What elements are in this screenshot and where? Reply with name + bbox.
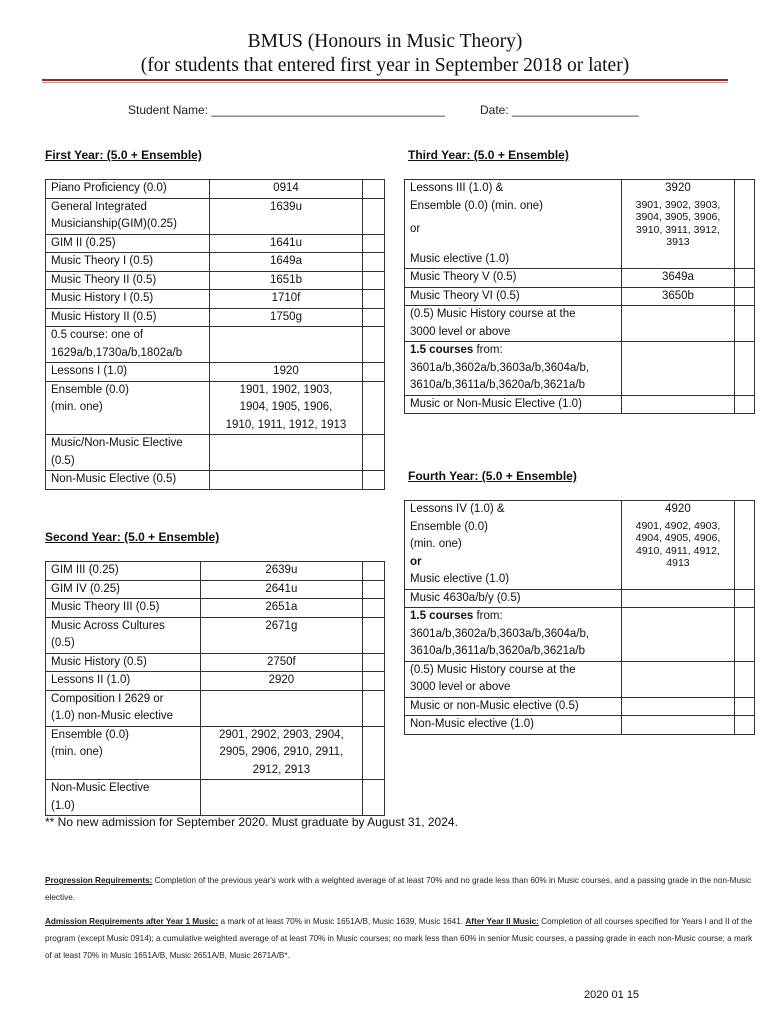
code-cell: 3920 3901, 3902, 3903, 3904, 3905, 3906, 3910, 3911, 3912, 3913 bbox=[621, 180, 734, 269]
course-cell: 0.5 course: one of 1629a/b,1730a/b,1802a/b bbox=[46, 327, 210, 363]
code-cell bbox=[621, 589, 734, 608]
course-cell: Music/Non-Music Elective (0.5) bbox=[46, 435, 210, 471]
page-title: BMUS (Honours in Music Theory) bbox=[247, 31, 523, 52]
check-box[interactable] bbox=[735, 269, 755, 288]
second-year-heading: Second Year: (5.0 + Ensemble) bbox=[45, 530, 220, 544]
course-cell: Ensemble (0.0) (min. one) bbox=[46, 381, 210, 435]
table-row bbox=[405, 608, 755, 662]
course-cell: Piano Proficiency (0.0) bbox=[46, 180, 210, 199]
table-row bbox=[46, 308, 385, 327]
table-row bbox=[46, 672, 385, 691]
table-row bbox=[405, 395, 755, 414]
check-box[interactable] bbox=[363, 726, 385, 780]
code-cell: 1641u bbox=[209, 234, 362, 253]
code-cell: 1651b bbox=[209, 271, 362, 290]
course-cell: Lessons II (1.0) bbox=[46, 672, 201, 691]
check-box[interactable] bbox=[363, 672, 385, 691]
check-box[interactable] bbox=[363, 562, 385, 581]
table-row bbox=[405, 589, 755, 608]
course-cell: General Integrated Musicianship(GIM)(0.25) bbox=[46, 198, 210, 234]
table-row bbox=[405, 306, 755, 342]
table-row bbox=[46, 290, 385, 309]
code-cell: 2651a bbox=[200, 599, 362, 618]
course-cell: Music Theory II (0.5) bbox=[46, 271, 210, 290]
check-box[interactable] bbox=[735, 395, 755, 414]
course-cell: Music Theory VI (0.5) bbox=[405, 287, 622, 306]
code-cell: 2641u bbox=[200, 580, 362, 599]
check-box[interactable] bbox=[735, 180, 755, 269]
course-cell: Music Theory III (0.5) bbox=[46, 599, 201, 618]
course-cell: Music Theory V (0.5) bbox=[405, 269, 622, 288]
table-row bbox=[46, 271, 385, 290]
table-row bbox=[405, 287, 755, 306]
fourth-year-heading: Fourth Year: (5.0 + Ensemble) bbox=[408, 469, 577, 483]
check-box[interactable] bbox=[363, 234, 385, 253]
code-cell: 1901, 1902, 1903, 1904, 1905, 1906, 1910, 1911, 1912, 1913 bbox=[209, 381, 362, 435]
course-cell: Non-Music Elective (1.0) bbox=[46, 780, 201, 816]
admission-note: ** No new admission for September 2020. Must graduate by August 31, 2024. bbox=[45, 815, 458, 829]
fourth-year-table bbox=[404, 500, 755, 735]
check-box[interactable] bbox=[735, 342, 755, 396]
course-cell: 1.5 courses from: 3601a/b,3602a/b,3603a/b,3604a/b, 3610a/b,3611a/b,3620a/b,3621a/b bbox=[405, 342, 622, 396]
check-box[interactable] bbox=[735, 697, 755, 716]
check-box[interactable] bbox=[735, 661, 755, 697]
course-cell: Music Theory I (0.5) bbox=[46, 253, 210, 272]
check-box[interactable] bbox=[363, 363, 385, 382]
table-row bbox=[46, 234, 385, 253]
table-row bbox=[46, 690, 385, 726]
table-row bbox=[46, 435, 385, 471]
course-cell: Music Across Cultures (0.5) bbox=[46, 617, 201, 653]
code-cell: 4920 4901, 4902, 4903, 4904, 4905, 4906, 4910, 4911, 4912, 4913 bbox=[621, 501, 734, 590]
check-box[interactable] bbox=[735, 501, 755, 590]
table-row bbox=[46, 363, 385, 382]
course-cell: 1.5 courses from: 3601a/b,3602a/b,3603a/b,3604a/b, 3610a/b,3611a/b,3620a/b,3621a/b bbox=[405, 608, 622, 662]
code-cell: 1750g bbox=[209, 308, 362, 327]
check-box[interactable] bbox=[363, 653, 385, 672]
table-row bbox=[46, 562, 385, 581]
table-row bbox=[405, 342, 755, 396]
code-cell: 2671g bbox=[200, 617, 362, 653]
table-row bbox=[405, 716, 755, 735]
check-box[interactable] bbox=[363, 599, 385, 618]
table-row bbox=[46, 617, 385, 653]
code-cell: 3650b bbox=[621, 287, 734, 306]
check-box[interactable] bbox=[363, 327, 385, 363]
check-box[interactable] bbox=[735, 287, 755, 306]
check-box[interactable] bbox=[363, 580, 385, 599]
course-cell: Non-Music Elective (0.5) bbox=[46, 471, 210, 490]
course-cell: Lessons I (1.0) bbox=[46, 363, 210, 382]
third-year-table bbox=[404, 179, 755, 414]
page-subtitle: (for students that entered first year in September 2018 or later) bbox=[140, 55, 630, 76]
check-box[interactable] bbox=[363, 780, 385, 816]
table-row bbox=[46, 780, 385, 816]
table-row bbox=[46, 726, 385, 780]
course-cell: Music History II (0.5) bbox=[46, 308, 210, 327]
check-box[interactable] bbox=[363, 271, 385, 290]
course-cell: Music 4630a/b/y (0.5) bbox=[405, 589, 622, 608]
admission-y2-label: After Year II Music: bbox=[465, 917, 539, 926]
check-box[interactable] bbox=[363, 180, 385, 199]
check-box[interactable] bbox=[735, 716, 755, 735]
table-row bbox=[405, 697, 755, 716]
course-cell: Composition I 2629 or (1.0) non-Music elective bbox=[46, 690, 201, 726]
title-divider bbox=[42, 79, 728, 81]
code-cell: 1710f bbox=[209, 290, 362, 309]
course-cell: GIM IV (0.25) bbox=[46, 580, 201, 599]
code-cell bbox=[621, 661, 734, 697]
course-cell: (0.5) Music History course at the 3000 level or above bbox=[405, 306, 622, 342]
code-cell: 1920 bbox=[209, 363, 362, 382]
check-box[interactable] bbox=[363, 253, 385, 272]
code-cell: 1649a bbox=[209, 253, 362, 272]
first-year-heading: First Year: (5.0 + Ensemble) bbox=[45, 148, 202, 162]
code-cell bbox=[209, 327, 362, 363]
course-cell: Lessons IV (1.0) & Ensemble (0.0) (min. one) or Music elective (1.0) bbox=[405, 501, 622, 590]
table-row bbox=[46, 198, 385, 234]
check-box[interactable] bbox=[363, 308, 385, 327]
code-cell bbox=[209, 471, 362, 490]
code-cell bbox=[621, 716, 734, 735]
code-cell bbox=[621, 342, 734, 396]
check-box[interactable] bbox=[363, 690, 385, 726]
course-cell: Ensemble (0.0) (min. one) bbox=[46, 726, 201, 780]
check-box[interactable] bbox=[363, 198, 385, 234]
student-name-field[interactable]: Student Name: ___________________________________ bbox=[128, 103, 445, 117]
document-date: 2020 01 15 bbox=[584, 989, 640, 1001]
code-cell: 1639u bbox=[209, 198, 362, 234]
code-cell: 2901, 2902, 2903, 2904, 2905, 2906, 2910, 2911, 2912, 2913 bbox=[200, 726, 362, 780]
check-box[interactable] bbox=[735, 306, 755, 342]
table-row bbox=[46, 381, 385, 435]
code-cell bbox=[209, 435, 362, 471]
code-cell: 2639u bbox=[200, 562, 362, 581]
check-box[interactable] bbox=[363, 471, 385, 490]
course-cell: Non-Music elective (1.0) bbox=[405, 716, 622, 735]
code-cell bbox=[200, 780, 362, 816]
progression-label: Progression Requirements: bbox=[45, 876, 153, 885]
code-cell bbox=[621, 697, 734, 716]
check-box[interactable] bbox=[363, 381, 385, 435]
check-box[interactable] bbox=[363, 617, 385, 653]
table-row bbox=[46, 580, 385, 599]
check-box[interactable] bbox=[363, 290, 385, 309]
code-cell bbox=[621, 306, 734, 342]
course-cell: GIM II (0.25) bbox=[46, 234, 210, 253]
table-row bbox=[405, 501, 755, 590]
admission-requirements: Admission Requirements after Year 1 Music: a mark of at least 70% in Music 1651A/B, Music 1639, Music 1641. After Year II Music: Completion of all courses specified for Years I and II of the program (except Music 0914); a cumulative weighted average of at least 70% in Music courses; no mark less than 60% in senior Music courses, a passing grade in each non-Music course; a mark of at least 70% in Music 1651A/B, Music 2651A/B, Music 2671A/B*. bbox=[45, 917, 753, 960]
course-cell: GIM III (0.25) bbox=[46, 562, 201, 581]
table-row bbox=[46, 653, 385, 672]
check-box[interactable] bbox=[363, 435, 385, 471]
code-cell bbox=[621, 395, 734, 414]
table-row bbox=[405, 269, 755, 288]
code-cell bbox=[200, 690, 362, 726]
first-year-table bbox=[45, 179, 385, 490]
admission-y1-label: Admission Requirements after Year 1 Music: bbox=[45, 917, 219, 926]
course-cell: (0.5) Music History course at the 3000 level or above bbox=[405, 661, 622, 697]
title-divider-shadow bbox=[42, 82, 728, 83]
code-cell: 3649a bbox=[621, 269, 734, 288]
code-cell: 2750f bbox=[200, 653, 362, 672]
progression-requirements: Progression Requirements: Completion of the previous year's work with a weighted average of at least 70% and no grade less than 60% in Music courses, and a passing grade in the non-Music elective. bbox=[45, 876, 752, 902]
table-row bbox=[46, 180, 385, 199]
code-cell: 0914 bbox=[209, 180, 362, 199]
course-cell: Music History (0.5) bbox=[46, 653, 201, 672]
second-year-table bbox=[45, 561, 385, 816]
course-cell: Music or Non-Music Elective (1.0) bbox=[405, 395, 622, 414]
course-cell: Music or non-Music elective (0.5) bbox=[405, 697, 622, 716]
course-cell: Lessons III (1.0) & Ensemble (0.0) (min. one) or Music elective (1.0) bbox=[405, 180, 622, 269]
table-row bbox=[405, 180, 755, 269]
table-row bbox=[405, 661, 755, 697]
check-box[interactable] bbox=[735, 589, 755, 608]
table-row bbox=[46, 599, 385, 618]
date-field[interactable]: Date: ___________________ bbox=[480, 103, 639, 117]
table-row bbox=[46, 471, 385, 490]
table-row bbox=[46, 327, 385, 363]
table-row bbox=[46, 253, 385, 272]
course-cell: Music History I (0.5) bbox=[46, 290, 210, 309]
third-year-heading: Third Year: (5.0 + Ensemble) bbox=[408, 148, 569, 162]
check-box[interactable] bbox=[735, 608, 755, 662]
code-cell: 2920 bbox=[200, 672, 362, 691]
code-cell bbox=[621, 608, 734, 662]
